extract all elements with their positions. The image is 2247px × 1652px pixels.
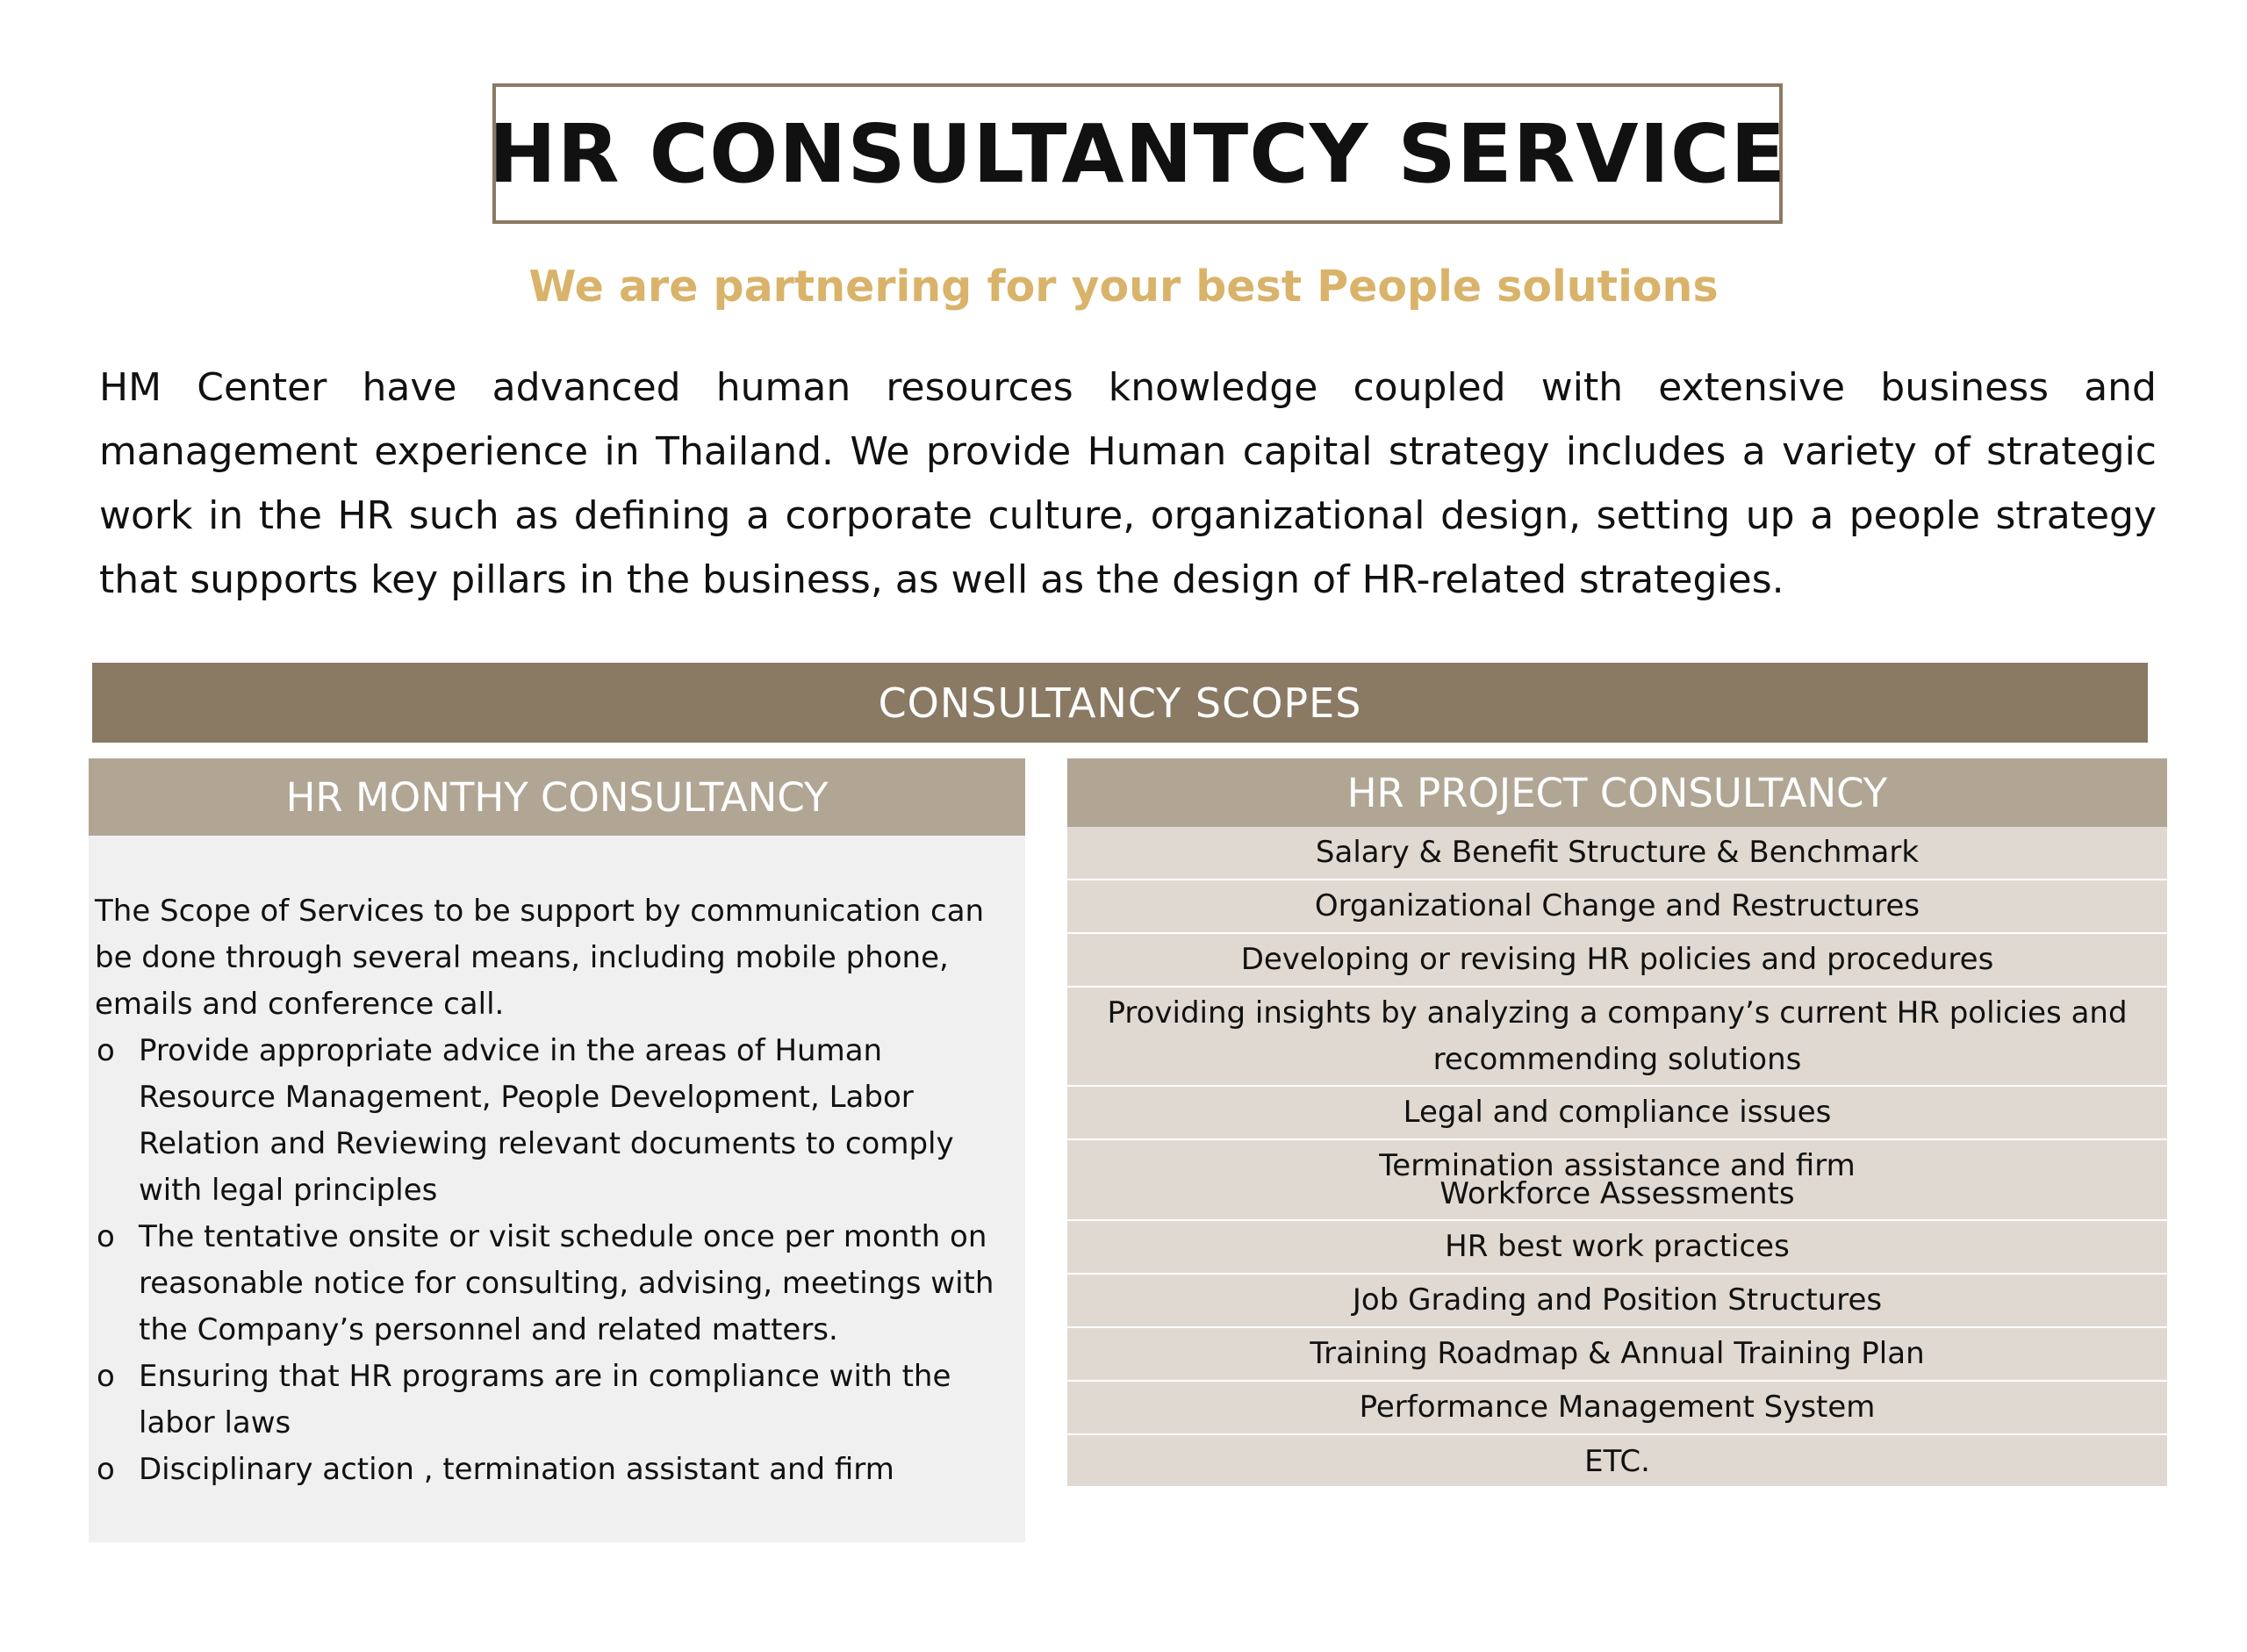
project-item-legal-compliance: Legal and compliance issues [1067, 1087, 2167, 1140]
project-item-best-practices: HR best work practices [1067, 1221, 2167, 1275]
scopes-title: CONSULTANCY SCOPES [878, 679, 1362, 727]
tagline: We are partnering for your best People solutions [528, 262, 1719, 312]
project-header [1067, 758, 2167, 827]
monthly-intro: The Scope of Services to be support by communication can be done through several means, including mobile phone, emails and conference call. [95, 894, 985, 1022]
project-item-organizational-change: Organizational Change and Restructures [1067, 880, 2167, 934]
page-title: HR CONSULTANTCY SERVICE [488, 106, 1787, 201]
project-item-training-roadmap: Training Roadmap & Annual Training Plan [1067, 1328, 2167, 1382]
scopes-bar [92, 663, 2148, 743]
project-item-salary-benefit: Salary & Benefit Structure & Benchmark [1067, 827, 2167, 880]
project-item-job-grading: Job Grading and Position Structures [1067, 1275, 2167, 1328]
project-consultancy-panel [1067, 758, 2167, 1486]
bullet-text: The tentative onsite or visit schedule once per month on reasonable notice for consulting, advising, meetings with the Company’s personnel and related matters. [139, 1219, 994, 1347]
monthly-bullets [95, 1028, 1022, 1493]
list-item [95, 1354, 1022, 1447]
bullet-text: Provide appropriate advice in the areas of Human Resource Management, People Development, Labor Relation and Reviewing relevant documents to comply with legal principles [139, 1033, 954, 1208]
circle-bullet-icon: o [97, 1219, 115, 1254]
project-item-termination-workforce [1067, 1140, 2167, 1221]
monthly-consultancy-panel [89, 758, 1025, 1542]
bullet-text: Ensuring that HR programs are in compliance with the labor laws [139, 1359, 951, 1440]
project-title: HR PROJECT CONSULTANCY [1346, 769, 1888, 816]
circle-bullet-icon: o [97, 1359, 115, 1394]
bullet-text: Disciplinary action , termination assistant and firm [139, 1452, 894, 1487]
monthly-title: HR MONTHY CONSULTANCY [285, 773, 829, 821]
project-item-etc: ETC. [1584, 1444, 1650, 1479]
project-list [1067, 827, 2167, 1489]
project-item-workforce: Workforce Assessments [1439, 1176, 1795, 1211]
list-item [95, 1028, 1022, 1214]
project-item-performance-management: Performance Management System [1067, 1382, 2167, 1435]
list-item [95, 1447, 1022, 1493]
monthly-header [89, 758, 1025, 836]
circle-bullet-icon: o [97, 1033, 115, 1068]
monthly-body [95, 888, 1022, 1493]
intro-paragraph: HM Center have advanced human resources knowledge coupled with extensive business and management experience in Thailand. We provide Human capital strategy includes a variety of strategic work in the HR such as defining a corporate culture, organizational design, setting up a people strategy that supports key pillars in the business, as well as the design of HR-related strategies. [99, 365, 2157, 602]
title-box [488, 83, 1787, 224]
circle-bullet-icon: o [97, 1452, 115, 1487]
project-item-hr-policies: Developing or revising HR policies and procedures [1067, 934, 2167, 988]
project-item-termination: Termination assistance and firm [1379, 1148, 1856, 1183]
project-item-providing-insights: Providing insights by analyzing a company’s current HR policies and recommending solutions [1067, 988, 2167, 1087]
list-item [95, 1214, 1022, 1354]
